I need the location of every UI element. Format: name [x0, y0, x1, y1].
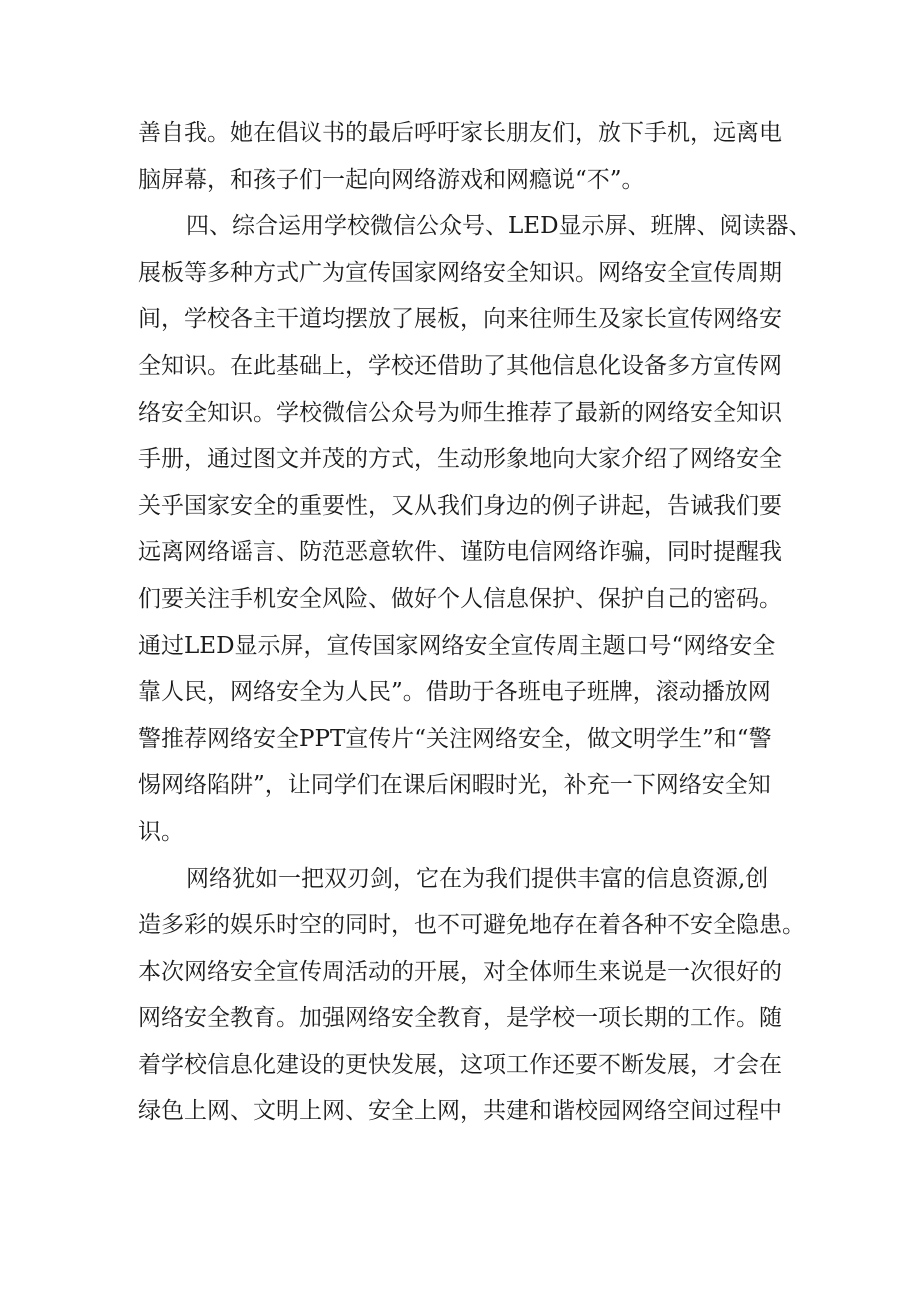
text-line: 间，学校各主干道均摆放了展板，向来往师生及家长宣传网络安 [138, 306, 782, 333]
text-line: 关乎国家安全的重要性，又从我们身边的例子讲起，告诫我们要 [138, 492, 782, 519]
text-line: 脑屏幕，和孩子们一起向网络游戏和网瘾说“不”。 [138, 166, 645, 193]
paragraph-start-line: 网络犹如一把双刃剑，它在为我们提供丰富的信息资源,创 [186, 865, 769, 892]
text-line: 惕网络陷阱”，让同学们在课后闲暇时光，补充一下网络安全知 [138, 772, 771, 799]
text-line: 网络安全教育。加强网络安全教育，是学校一项长期的工作。随 [138, 1005, 782, 1032]
text-line: 善自我。她在倡议书的最后呼吁家长朋友们，放下手机，远离电 [138, 120, 782, 146]
text-line: 手册，通过图文并茂的方式，生动形象地向大家介绍了网络安全 [138, 446, 782, 473]
text-line: 展板等多种方式广为宣传国家网络安全知识。网络安全宣传周期 [138, 259, 782, 286]
text-line: 造多彩的娱乐时空的同时，也不可避免地存在着各种不安全隐患。 [138, 912, 805, 939]
text-line: 络安全知识。学校微信公众号为师生推荐了最新的网络安全知识 [138, 399, 782, 426]
paragraph-start-line: 四、综合运用学校微信公众号、LED显示屏、班牌、阅读器、 [186, 213, 812, 240]
text-line: 们要关注手机安全风险、做好个人信息保护、保护自己的密码。 [138, 585, 782, 612]
text-line: 绿色上网、文明上网、安全上网，共建和谐校园网络空间过程中 [138, 1098, 782, 1125]
text-line: 识。 [138, 818, 184, 845]
document-body [138, 110, 812, 1135]
text-line: 通过LED显示屏，宣传国家网络安全宣传周主题口号“网络安全 [138, 632, 776, 659]
text-line: 靠人民，网络安全为人民”。借助于各班电子班牌，滚动播放网 [138, 679, 771, 706]
text-line: 本次网络安全宣传周活动的开展，对全体师生来说是一次很好的 [138, 958, 782, 985]
text-line: 警推荐网络安全PPT宣传片“关注网络安全，做文明学生”和“警 [138, 725, 772, 752]
text-line: 着学校信息化建设的更快发展，这项工作还要不断发展，才会在 [138, 1051, 782, 1078]
text-line: 远离网络谣言、防范恶意软件、谨防电信网络诈骗，同时提醒我 [138, 539, 782, 566]
text-line: 全知识。在此基础上，学校还借助了其他信息化设备多方宣传网 [138, 352, 782, 379]
